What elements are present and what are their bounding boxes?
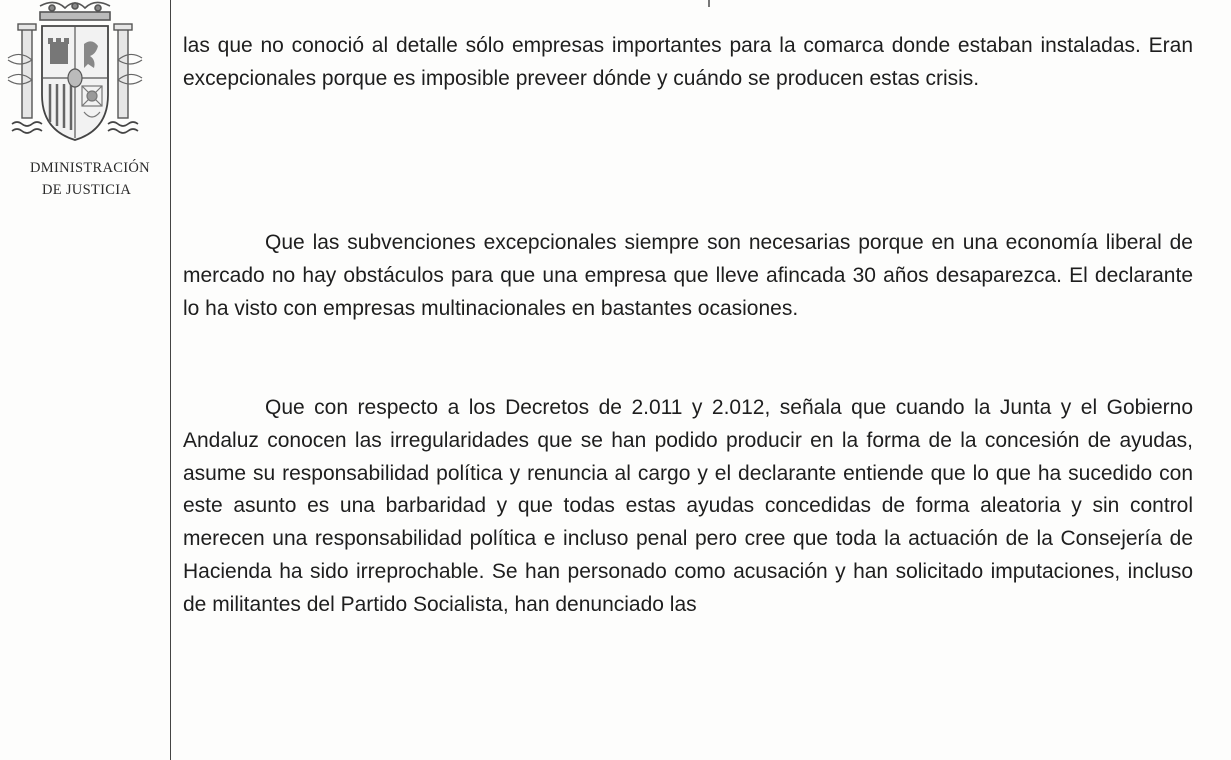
coat-of-arms-icon — [0, 0, 150, 150]
scan-speck — [708, 0, 710, 7]
paragraph-3: Que con respecto a los Decretos de 2.011 y 2.012, señala que cuando la Junta y el Gobierno Andaluz conocen las irregularidades que se han podido producir en la forma de la concesión de ayudas, asume su responsabilidad política y renuncia al cargo y el declarante entiende que lo que ha sucedido con este asunto es una barbaridad y que todas estas ayudas concedidas de forma aleatoria y sin control merecen una responsabilidad política e incluso penal pero cree que toda la actuación de la Consejería de Hacienda ha sido irreprochable. Se han personado como acusación y han solicitado imputaciones, incluso de militantes del Partido Socialista, han denunciado las — [183, 396, 1193, 616]
ministry-caption-line2: DE JUSTICIA — [42, 182, 132, 198]
ministry-caption-line1: DMINISTRACIÓN — [30, 160, 150, 176]
paragraph-1: las que no conoció al detalle sólo empresas importantes para la comarca donde estaban instaladas. Eran excepcionales porque es imposible preveer dónde y cuándo se producen estas crisis. — [183, 34, 1193, 90]
margin-divider — [170, 0, 171, 760]
paragraph-2: Que las subvenciones excepcionales siempre son necesarias porque en una economía liberal de mercado no hay obstáculos para que una empresa que lleve afincada 30 años desaparezca. El declarante lo ha visto con empresas multinacionales en bastantes ocasiones. — [183, 231, 1193, 320]
